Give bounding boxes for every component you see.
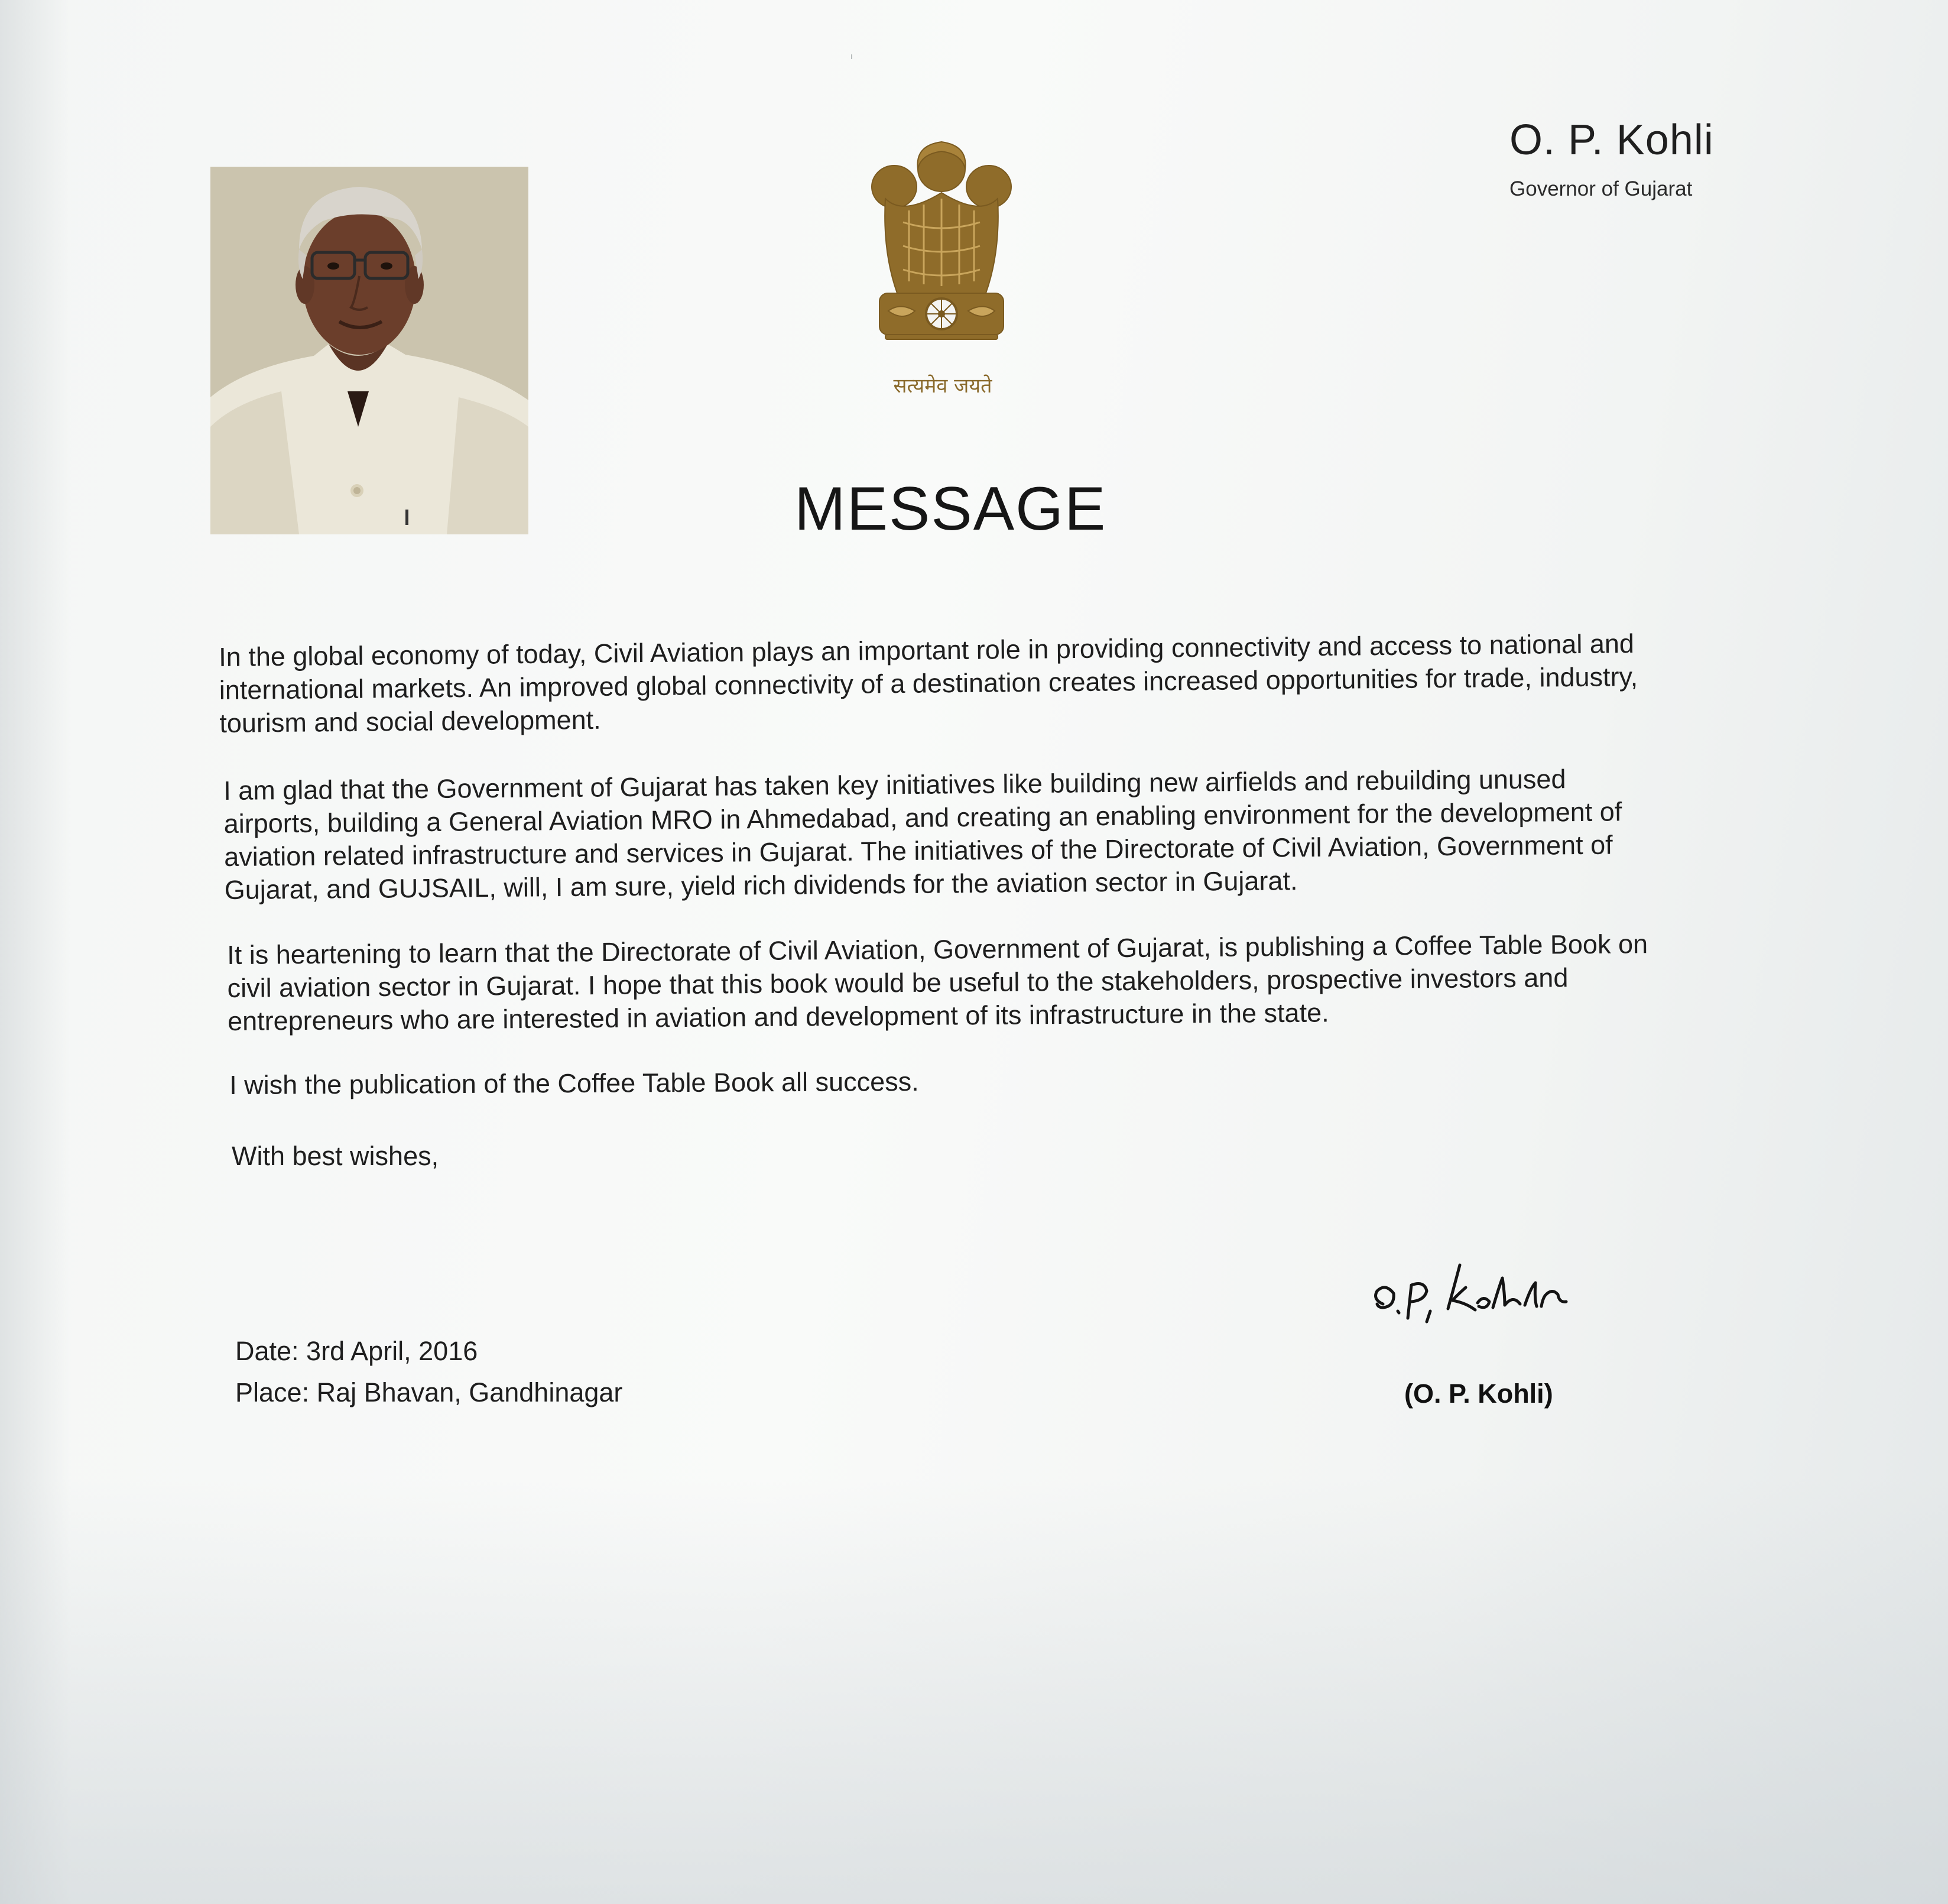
page-shadow-bottom — [0, 1478, 1948, 1904]
date-line: Date: 3rd April, 2016 — [235, 1336, 478, 1366]
page-title: MESSAGE — [794, 475, 1107, 543]
body-paragraph-2: I am glad that the Government of Gujarat has taken key initiatives like building new airfields and rebuilding unused airports, building a General Aviation MRO in Ahmedabad, and creating an enabling environment for the development of aviation related infrastructure and services in Gujarat. The initiatives of the Directorate of Civil Aviation, Government of Gujarat, and GUJSAIL, will, I am sure, yield rich dividends for the aviation sector in Gujarat. — [223, 764, 1622, 905]
header-governor-name: O. P. Kohli — [1509, 116, 1714, 164]
governor-portrait-photo — [210, 167, 528, 534]
national-emblem-icon — [862, 134, 1021, 370]
body-paragraph-4: I wish the publication of the Coffee Table Book all success. — [229, 1066, 919, 1100]
place-line: Place: Raj Bhavan, Gandhinagar — [235, 1377, 623, 1407]
closing-line: With best wishes, — [232, 1141, 439, 1171]
body-paragraph-1: In the global economy of today, Civil Aviation plays an important role in providing connectivity and access to national and international markets. An improved global connectivity of a destination creates increased opportunities for trade, industry, tourism and social development. — [219, 628, 1638, 738]
fold-mark — [851, 54, 852, 59]
handwritten-signature — [1365, 1252, 1613, 1341]
emblem-motto: सत्यमेव जयते — [893, 374, 992, 398]
signatory-name: (O. P. Kohli) — [1404, 1378, 1553, 1409]
header-governor-title: Governor of Gujarat — [1509, 177, 1693, 200]
body-paragraph-3: It is heartening to learn that the Directorate of Civil Aviation, Government of Gujarat, is publishing a Coffee Table Book on civil aviation sector in Gujarat. I hope that this book would be useful to the stakeholders, prospective investors and entrepreneurs who are interested in aviation and development of its infrastructure in the state. — [227, 929, 1648, 1036]
